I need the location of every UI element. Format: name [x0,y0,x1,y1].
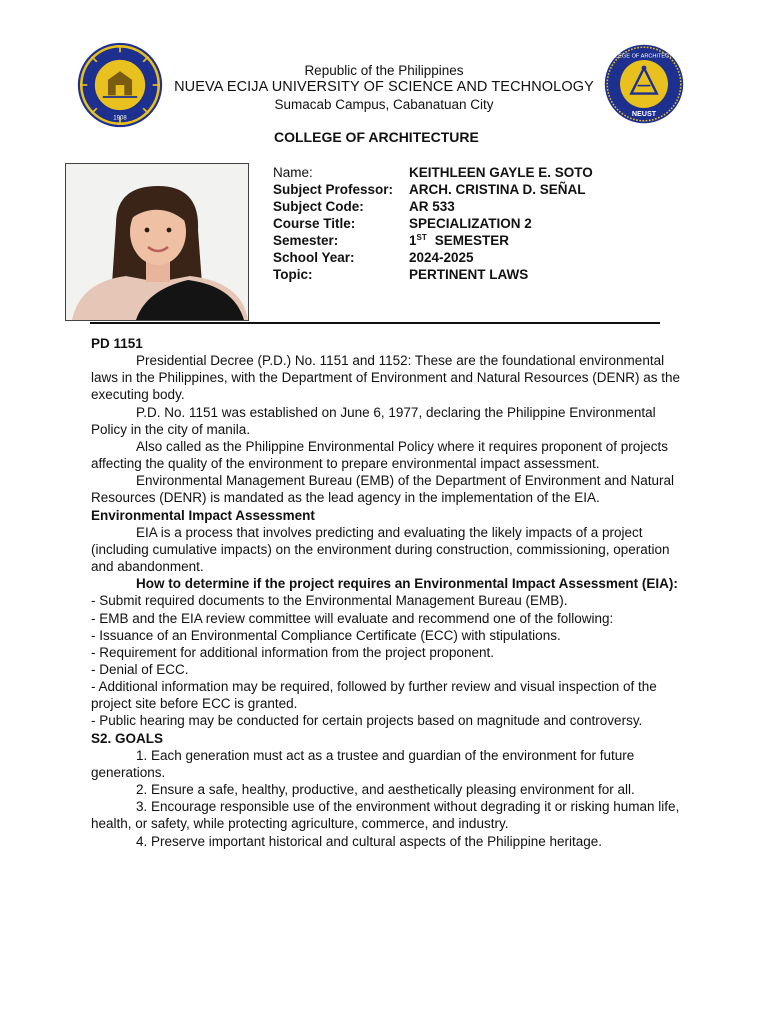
info-label: Semester: [273,233,339,248]
info-row-school-year [273,249,593,266]
info-label: Course Title: [273,216,356,231]
list-item: - Requirement for additional information from the project proponent. [91,644,494,660]
list-item: - Submit required documents to the Environmental Management Bureau (EMB). [91,593,568,609]
student-portrait-icon [66,164,248,320]
paragraph: EIA is a process that involves predicting and evaluating the likely impacts of a project (including cumulative impacts) on the environment during construction, commissioning, operation and abandonment. [91,524,670,575]
info-row-course-title [273,215,593,232]
info-value: AR 533 [409,199,455,214]
goal-item: 2. Ensure a safe, healthy, productive, and aesthetically pleasing environment for all. [136,782,635,798]
info-value: KEITHLEEN GAYLE E. SOTO [409,165,593,180]
info-value: 1ST SEMESTER [409,232,510,248]
university-name: NUEVA ECIJA UNIVERSITY OF SCIENCE AND TECHNOLOGY [174,79,594,95]
list-item: - Issuance of an Environmental Compliance Certificate (ECC) with stipulations. [91,627,561,643]
goal-item: 4. Preserve important historical and cultural aspects of the Philippine heritage. [136,833,603,849]
subsection-heading: How to determine if the project requires an Environmental Impact Assessment (EIA): [136,576,678,592]
info-row-professor [273,181,593,198]
section-heading: S2. GOALS [91,730,164,746]
paragraph: P.D. No. 1151 was established on June 6, 1977, declaring the Philippine Environmental Policy in the city of manila. [91,404,656,437]
goal-item: 3. Encourage responsible use of the environment without degrading it or risking human life, health, or safety, while protecting agriculture, commerce, and industry. [91,799,680,832]
info-row-topic [273,266,593,283]
letterhead [150,62,618,113]
paragraph: Environmental Management Bureau (EMB) of the Department of Environment and Natural Resources (DENR) is mandated as the lead agency in the implementation of the EIA. [91,473,675,506]
republic-line: Republic of the Philippines [304,63,464,78]
info-value: 2024-2025 [409,250,474,265]
info-label: Name: [273,165,313,180]
document-body [91,335,691,850]
svg-text:1908: 1908 [113,115,127,122]
info-row-subject-code [273,198,593,215]
info-label: School Year: [273,250,355,265]
list-item: - Public hearing may be conducted for certain projects based on magnitude and controversy. [91,713,643,729]
info-value: ARCH. CRISTINA D. SEÑAL [409,182,586,197]
list-item: - EMB and the EIA review committee will evaluate and recommend one of the following: [91,610,614,626]
college-title: COLLEGE OF ARCHITECTURE [274,129,479,145]
list-item: - Additional information may be required, followed by further review and visual inspection of the project site before ECC is granted. [91,679,657,712]
goal-item: 1. Each generation must act as a trustee and guardian of the environment for future generations. [91,747,635,780]
paragraph: Presidential Decree (P.D.) No. 1151 and 1152: These are the foundational environmental laws in the Philippines, with the Department of Environment and Natural Resources (DENR) as the executing body. [91,353,681,403]
section-heading: Environmental Impact Assessment [91,507,315,523]
section-heading: PD 1151 [91,336,143,351]
student-photo [65,163,249,321]
info-label: Subject Professor: [273,182,394,197]
svg-text:NEUST: NEUST [631,109,657,118]
divider [90,322,660,324]
info-value: PERTINENT LAWS [409,267,529,282]
info-row-name [273,164,593,181]
student-info [273,164,593,283]
info-label: Topic: [273,267,313,282]
list-item: - Denial of ECC. [91,661,189,677]
info-value: SPECIALIZATION 2 [409,216,532,231]
paragraph: Also called as the Philippine Environmental Policy where it requires proponent of projects affecting the quality of the environment to prepare environmental impact assessment. [91,438,669,472]
info-row-semester [273,232,593,249]
campus-line: Sumacab Campus, Cabanatuan City [274,97,494,112]
info-label: Subject Code: [273,199,364,214]
svg-text:COLLEGE OF ARCHITECTURE: COLLEGE OF ARCHITECTURE [604,53,684,60]
